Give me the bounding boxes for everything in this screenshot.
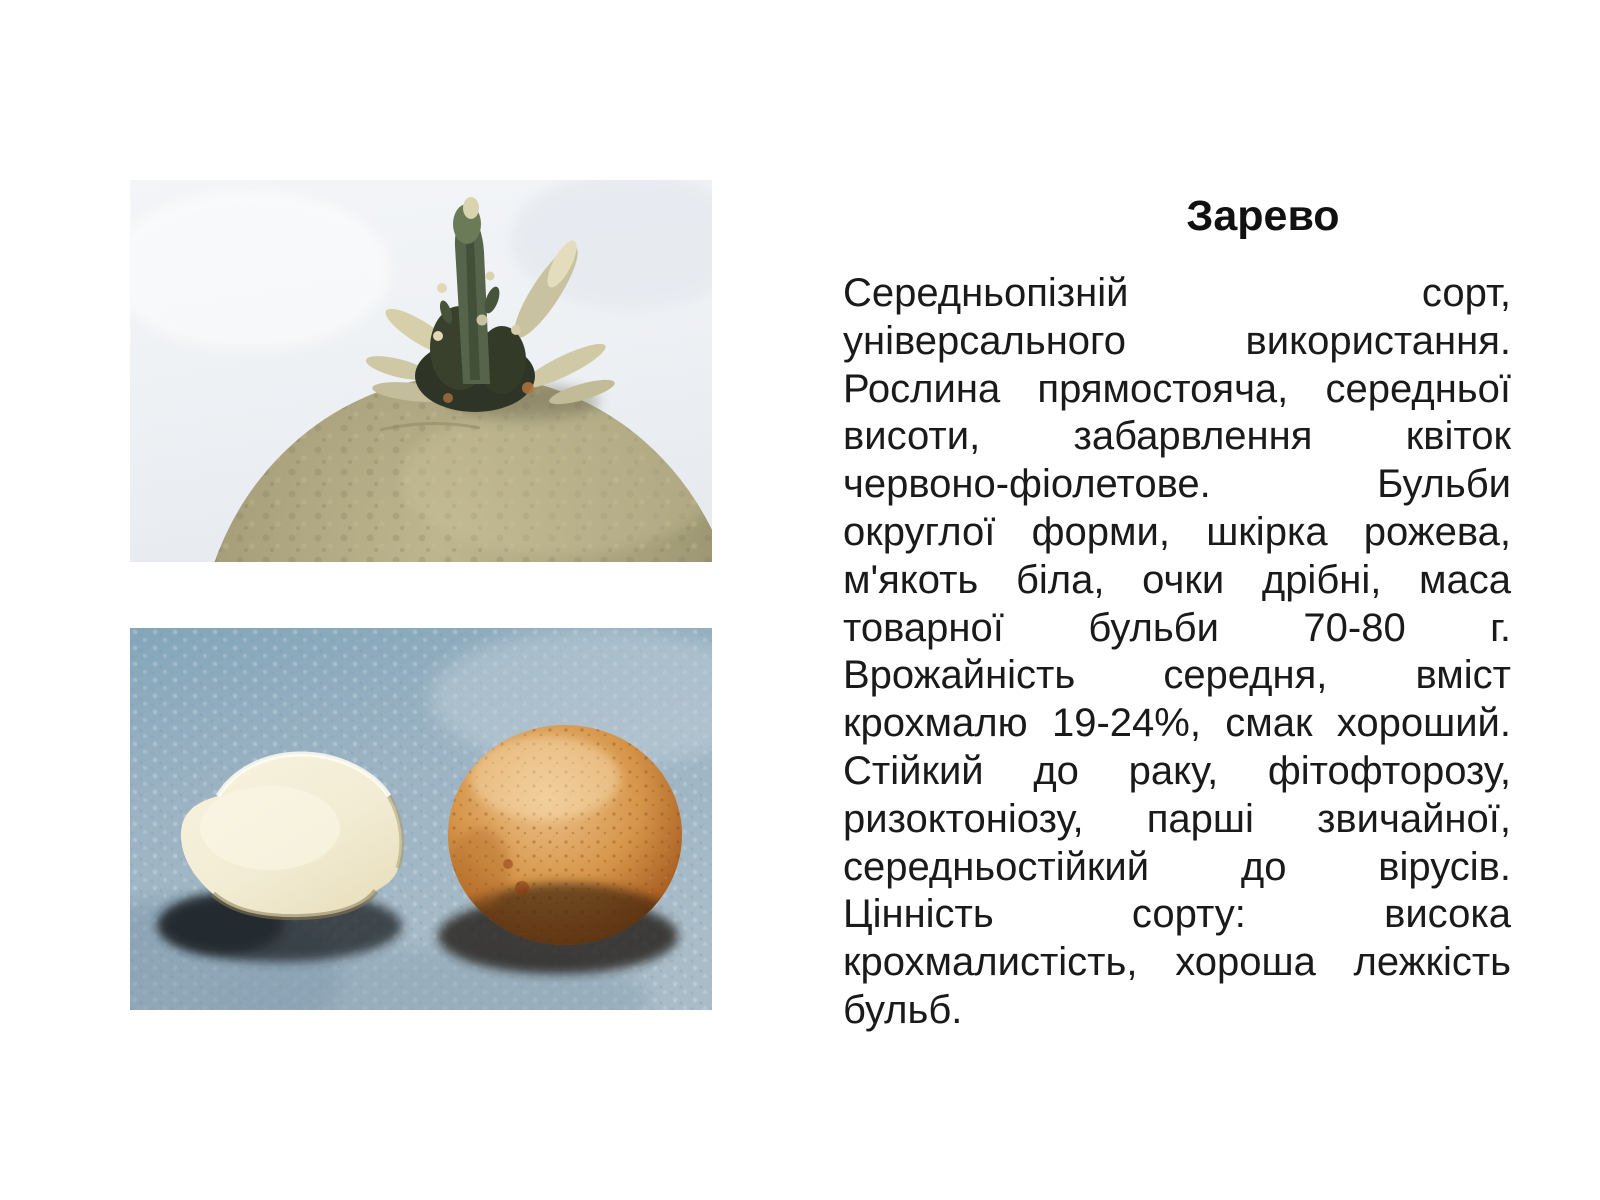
photo-cut-and-whole-tubers	[130, 628, 712, 1010]
text-line: крохмалю 19-24%, смак хороший.	[843, 701, 1511, 746]
cut-and-whole-tuber-illustration	[130, 628, 712, 1010]
photo-sprouted-tuber	[130, 180, 712, 562]
text-line: округлої форми, шкірка рожева,	[843, 509, 1511, 554]
variety-description	[843, 270, 1511, 1035]
text-line: м'якоть біла, очки дрібні, маса	[843, 557, 1511, 602]
variety-title	[843, 191, 1511, 241]
sprouted-tuber-illustration	[130, 180, 712, 562]
text-line: Рослина прямостояча, середньої	[843, 366, 1511, 411]
text-line: крохмалистість, хороша лежкість	[843, 940, 1511, 985]
text-line: Стійкий до раку, фітофторозу,	[843, 748, 1511, 793]
text-line: універсального використання.	[843, 318, 1511, 363]
text-line: Цінність сорту: висока	[843, 892, 1511, 937]
text-line: Врожайність середня, вміст	[843, 653, 1511, 698]
variety-title-text: Зарево	[1186, 192, 1340, 240]
text-line: товарної бульби 70-80 г.	[843, 605, 1511, 650]
text-line: ризоктоніозу, парші звичайної,	[843, 796, 1511, 841]
text-line: середньостійкий до вірусів.	[843, 844, 1511, 889]
text-line: червоно-фіолетове. Бульби	[843, 462, 1511, 507]
text-line: Середньопізній сорт,	[843, 271, 1511, 315]
text-line: висоти, забарвлення квіток	[843, 414, 1511, 459]
text-line: бульб.	[843, 987, 963, 1032]
